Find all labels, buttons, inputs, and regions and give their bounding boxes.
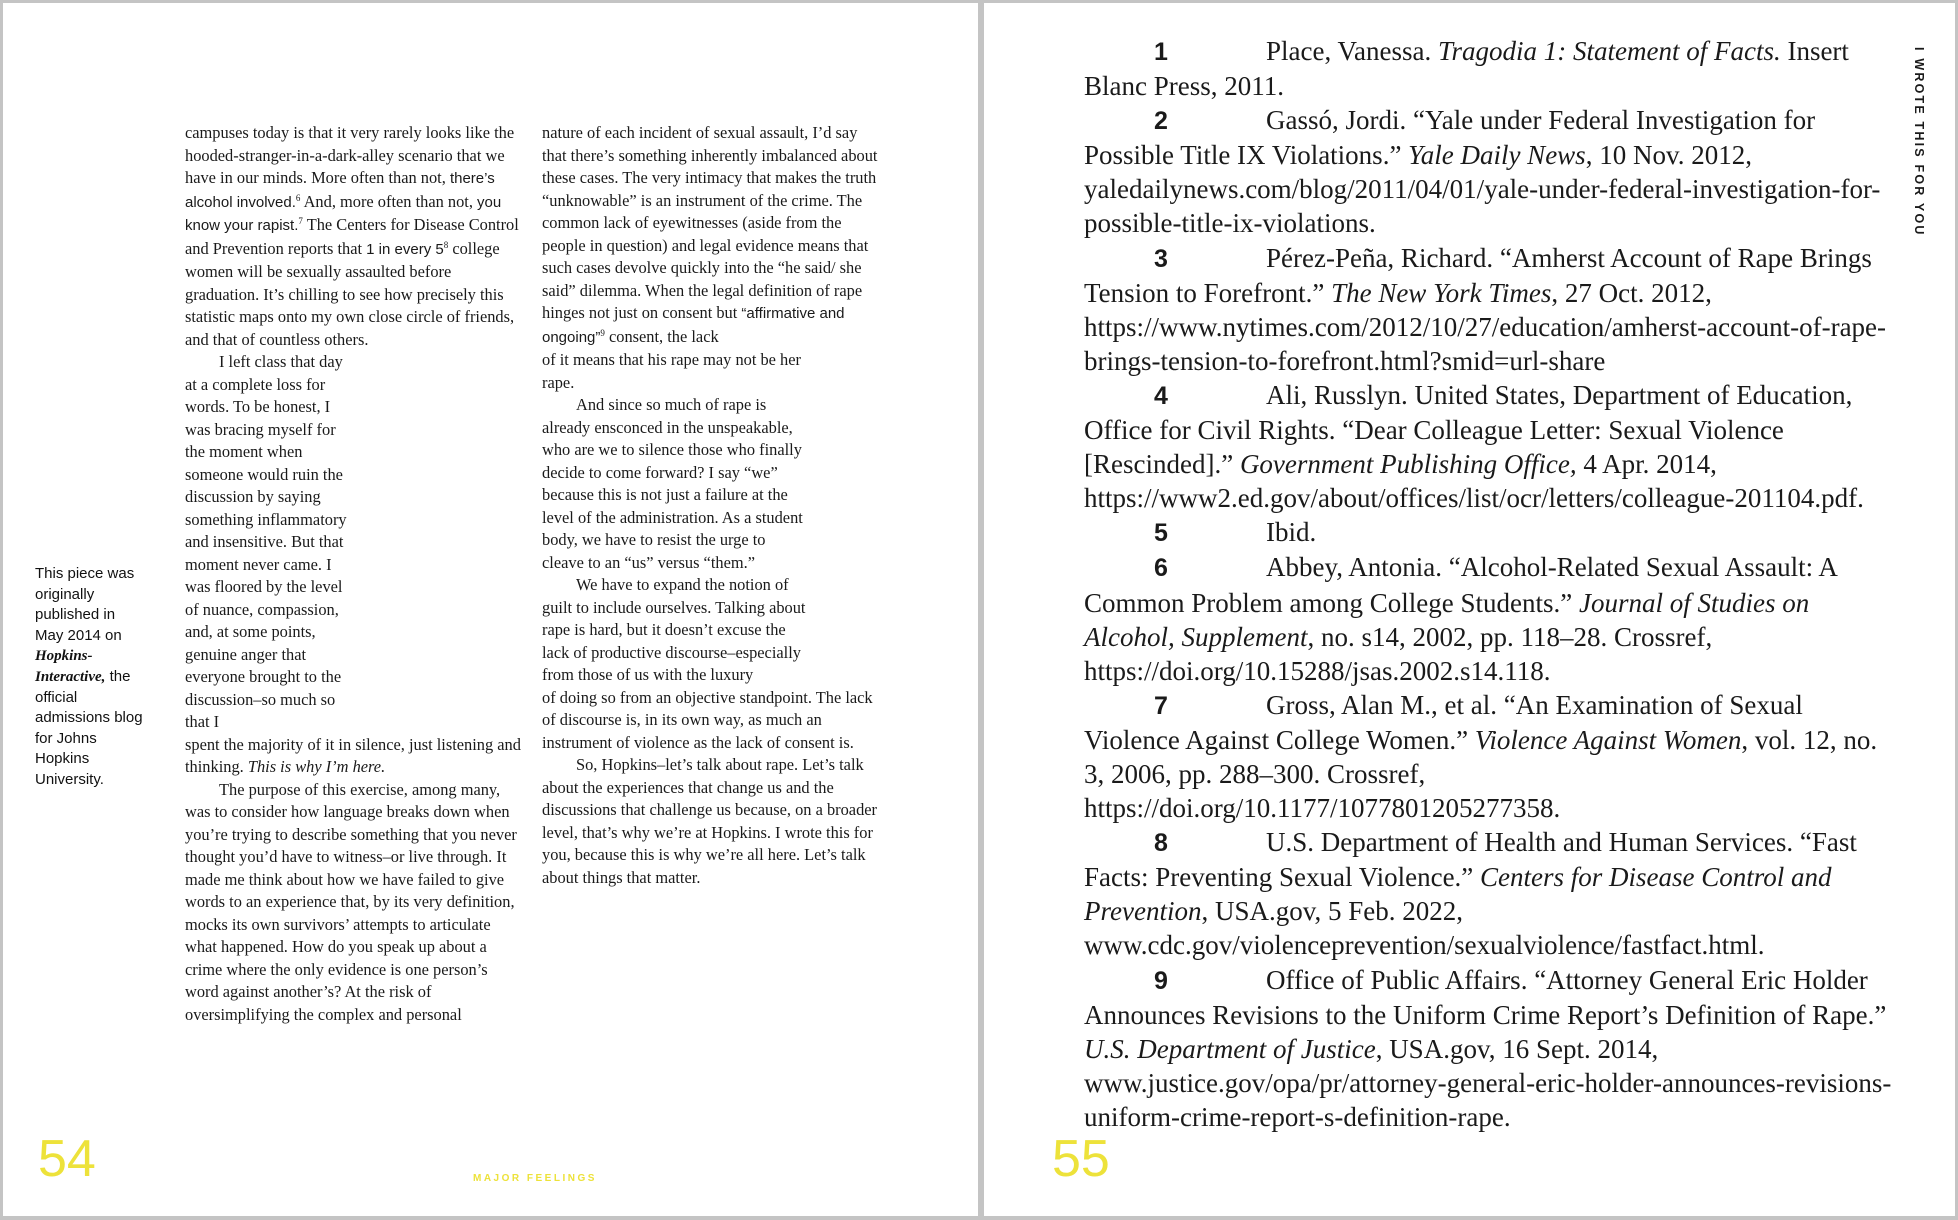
page-number: 54 [38,1130,96,1188]
reference-number: 8 [1154,829,1168,858]
paragraph-narrow: We have to expand the notion of guilt to include ourselves. Talking about rape is hard, but it doesn’t excuse the lack of productive discourse–especially from those of us with the luxury [542,575,806,684]
reference-text-end: , USA.gov, 16 Sept. 2014, www.justice.gov/opa/pr/attorney-general-eric-holder-announces-revisions-uniform-crime-report-s-definition-rape. [1084,1033,1892,1132]
reference-item [1084,550,1904,687]
reference-text-end: , USA.gov, 5 Feb. 2022, www.cdc.gov/violenceprevention/sexualviolence/fastfact.html. [1084,896,1765,961]
reference-text-end: , 10 Nov. 2012, yaledailynews.com/blog/2011/04/01/yale-under-federal-investigation-for-possible-title-ix-violations. [1084,140,1881,239]
reference-text: Place, Vanessa. [1266,36,1438,66]
reference-source: Tragodia 1: Statement of Facts. [1437,36,1781,66]
page-number: 55 [1052,1130,1110,1188]
reference-text-end: Insert Blanc Press, 2011. [1084,36,1849,102]
reference-item [1084,825,1904,962]
footnote-marker: 9 [600,327,605,338]
footnote-marker: 8 [443,239,449,250]
reference-item [1084,688,1904,825]
sidenote-source: Hopkins-Interactive, [35,648,106,685]
reference-text: Gassó, Jordi. “Yale under Federal Investigation for Possible Title IX Violations.” [1084,105,1816,171]
paragraph-continued: spent the majority of it in silence, just listening and thinking. This is why I’m here. [185,734,521,776]
paragraph: nature of each incident of sexual assault, I’d say that there’s something inherently imbalanced about these cases. The very intimacy that makes the truth “unknowable” is an instrument of the crime. The common lack of eyewitnesses (aside from the people in question) and legal evidence means that such cases devolve quickly into the “he said/ she said” dilemma. When the legal definition of rape hinges not just on consent but “affirmative and ongoing”$^9$ consent, the lack [542,123,878,346]
sidenote-text: This piece was originally published in May 2014 on [35,565,135,644]
reference-number: 4 [1154,381,1168,410]
reference-source: Violence Against Women [1474,724,1742,755]
sidenote-text-end: the official admissions blog for Johns Hopkins University. [35,667,143,788]
highlight-phrase: “affirmative and ongoing” [542,305,845,346]
reference-item [1084,34,1904,103]
reference-item [1084,963,1904,1134]
reference-number: 2 [1154,107,1168,136]
reference-source: U.S. Department of Justice [1084,1033,1376,1064]
reference-text-end: , vol. 12, no. 3, 2006, pp. 288–300. Crossref, https://doi.org/10.1177/1077801205277358. [1084,724,1878,824]
footnote-marker: 6 [295,192,301,203]
footnote-marker: 7 [298,216,303,226]
paragraph-narrow: And since so much of rape is already ensconced in the unspeakable, who are we to silence those who finally decide to come forward? I say “we” because this is not just a failure at the level of the administration. As a student body, we have to resist the urge to cleave to an “us” versus “them.” [542,395,803,572]
sidenote [35,564,145,791]
reference-text: Ibid. [1266,517,1317,548]
reference-number: 1 [1154,38,1168,66]
paragraph-narrow: I left class that day at a complete loss for words. To be honest, I was bracing myself for the moment when someone would ruin the discussion by saying something inflammatory and insensitive. But that moment never came. I was floored by the level of nuance, compassion, and, at some points, genuine anger that everyone brought to the discussion–so much so that I [185,352,347,731]
vertical-title: I WROTE THIS FOR YOU [1912,47,1926,237]
reference-number: 7 [1154,691,1168,720]
body-column-2 [542,122,884,889]
reference-item [1084,378,1904,515]
reference-text: Gross, Alan M., et al. “An Examination of Sexual Violence Against College Women.” [1084,689,1803,755]
body-column-1 [185,122,525,1026]
reference-number: 5 [1154,519,1168,548]
reference-text: Office of Public Affairs. “Attorney General Eric Holder Announces Revisions to the Uniform Crime Report’s Definition of Rape.” [1084,964,1887,1030]
reference-item [1084,103,1904,240]
paragraph-continued: of doing so from an objective standpoint. The lack of discourse is, in its own way, as much an instrument of violence as the lack of consent is. [542,687,873,752]
reference-number: 6 [1154,554,1168,583]
paragraph-narrow: of it means that his rape may not be her rape. [542,350,801,392]
references-list [1084,34,1904,1134]
reference-number: 9 [1154,966,1168,995]
reference-source: Government Publishing Office, [1239,449,1577,480]
reference-text: Ali, Russlyn. United States, Department of Education, Office for Civil Rights. “Dear Colleague Letter: Sexual Violence [Rescinded].” [1084,379,1853,480]
reference-source: Journal of Studies on Alcohol, Supplement [1084,587,1810,652]
paragraph: The purpose of this exercise, among many, was to consider how language breaks down when you’re trying to describe something that you never thought you’d have to witness–or live through. It made me think about how we have failed to give words to an experience that, by its very definition, mocks its own survivors’ attempts to articulate what happened. How do you speak up about a crime where the only evidence is one person’s word against another’s? At the risk of oversimplifying the complex and personal [185,779,517,1024]
reference-text-end: 4 Apr. 2014, https://www2.ed.gov/about/offices/list/ocr/letters/colleague-201104.pdf. [1084,449,1864,514]
left-page [3,3,978,1216]
right-page [984,3,1955,1216]
running-head: MAJOR FEELINGS [473,1173,597,1184]
highlight-phrase: there’s alcohol involved. [185,170,495,211]
highlight-phrase: you know your rapist. [185,193,502,234]
paragraph: So, Hopkins–let’s talk about rape. Let’s talk about the experiences that change us and the discussions that challenge us because, on a broader level, that’s why we’re at Hopkins. I wrote this for you, because this is why we’re all here. Let’s talk about things that matter. [542,755,877,887]
reference-number: 3 [1154,244,1168,273]
reference-source: The New York Times [1331,277,1552,308]
reference-source: Centers for Disease Control and Prevention [1084,862,1832,927]
paragraph: campuses today is that it very rarely looks like the hooded-stranger-in-a-dark-alley scenario that we have in our minds. More often than not, there’s alcohol involved.$^6$ And, more often than not, you know your rapist.$^7$ The Centers for Disease Control and Prevention reports that 1 in every $5^8$ college women will be sexually assaulted before graduation. It’s chilling to see how precisely this statistic maps onto my own close circle of friends, and that of countless others. [185,123,519,349]
reference-text-end: , 27 Oct. 2012, https://www.nytimes.com/2012/10/27/education/amherst-account-of-rape-brings-tension-to-forefront.html?smid=url-share [1084,277,1887,376]
reference-text: Abbey, Antonia. “Alcohol-Related Sexual Assault: A Common Problem among College Students.” [1084,552,1837,618]
reference-item [1084,241,1904,378]
reference-text: Pérez-Peña, Richard. “Amherst Account of Rape Brings Tension to Forefront.” [1084,242,1872,308]
reference-text: U.S. Department of Health and Human Services. “Fast Facts: Preventing Sexual Violence.” [1084,827,1857,893]
highlight-phrase: 1 in every 5 [366,240,444,258]
reference-text-end: , no. s14, 2002, pp. 118–28. Crossref, https://doi.org/10.15288/jsas.2002.s14.118. [1084,621,1713,686]
reference-item [1084,515,1904,550]
reference-source: Yale Daily News [1408,140,1586,171]
